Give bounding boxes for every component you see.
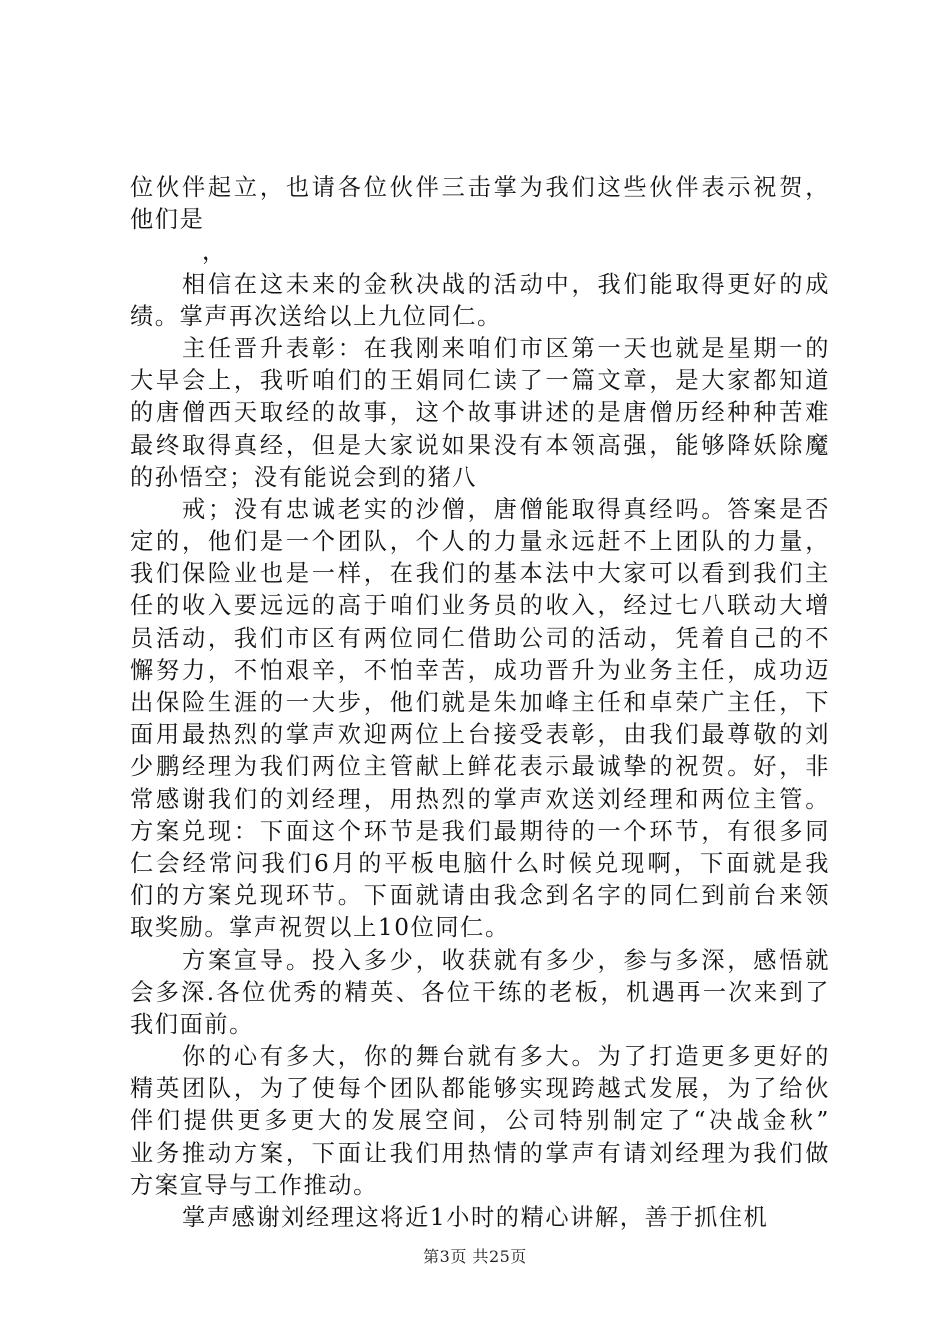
text-line: 方案宣导与工作推动。 <box>130 1171 378 1199</box>
text-line: 的孙悟空；没有能说会到的猪八 <box>130 463 478 491</box>
text-line: 定的，他们是一个团队，个人的力量永远赶不上团队的力量， <box>130 528 830 556</box>
text-line: 懈努力，不怕艰辛，不怕幸苦，成功晋升为业务主任，成功迈 <box>130 656 830 684</box>
text-line: 取奖励。掌声祝贺以上10位同仁。 <box>130 914 510 942</box>
text-line: 员活动，我们市区有两位同仁借助公司的活动，凭着自己的不 <box>130 624 830 652</box>
text-line: 会多深.各位优秀的精英、各位干练的老板，机遇再一次来到了 <box>130 978 830 1006</box>
text-line: 相信在这未来的金秋决战的活动中，我们能取得更好的成 <box>182 270 830 298</box>
page-footer: 第3页 共25页 <box>423 1247 527 1266</box>
text-line: 方案兑现：下面这个环节是我们最期待的一个环节，有很多同 <box>130 817 830 845</box>
text-line: 精英团队，为了使每个团队都能够实现跨越式发展，为了给伙 <box>130 1075 830 1103</box>
text-line: 任的收入要远远的高于咱们业务员的收入，经过七八联动大增 <box>130 592 830 620</box>
text-line: 方案宣导。投入多少，收获就有多少，参与多深，感悟就 <box>182 946 830 974</box>
text-line: 面用最热烈的掌声欢迎两位上台接受表彰，由我们最尊敬的刘 <box>130 721 830 749</box>
text-line: 仁会经常问我们6月的平板电脑什么时候兑现啊，下面就是我 <box>130 849 830 877</box>
text-line: 位伙伴起立，也请各位伙伴三击掌为我们这些伙伴表示祝贺， <box>130 174 830 201</box>
text-line: 们的方案兑现环节。下面就请由我念到名字的同仁到前台来领 <box>130 882 830 910</box>
text-line: 他们是 <box>130 206 205 234</box>
text-line: 最终取得真经，但是大家说如果没有本领高强，能够降妖除魔 <box>130 431 830 459</box>
text-line: 出保险生涯的一大步，他们就是朱加峰主任和卓荣广主任，下 <box>130 689 830 716</box>
text-line: 掌声感谢刘经理这将近1小时的精心讲解，善于抓住机 <box>182 1204 769 1231</box>
text-line: 我们面前。 <box>130 1010 254 1038</box>
text-line: 少鹏经理为我们两位主管献上鲜花表示最诚挚的祝贺。好，非 <box>130 753 830 781</box>
text-line: ， <box>202 238 227 266</box>
document-body <box>130 172 830 1234</box>
text-line: 绩。掌声再次送给以上九位同仁。 <box>130 302 502 330</box>
text-line: 业务推动方案，下面让我们用热情的掌声有请刘经理为我们做 <box>130 1139 830 1167</box>
text-line: 戒；没有忠诚老实的沙僧，唐僧能取得真经吗。答案是否 <box>182 495 830 523</box>
text-line: 大早会上，我听咱们的王娟同仁读了一篇文章，是大家都知道 <box>130 367 830 395</box>
text-line: 常感谢我们的刘经理，用热烈的掌声欢送刘经理和两位主管。 <box>130 785 830 813</box>
text-line: 你的心有多大，你的舞台就有多大。为了打造更多更好的 <box>182 1043 830 1071</box>
text-line: 伴们提供更多更大的发展空间，公司特别制定了“决战金秋” <box>130 1107 830 1135</box>
text-line: 的唐僧西天取经的故事，这个故事讲述的是唐僧历经种种苦难 <box>130 399 830 427</box>
text-line: 主任晋升表彰：在我刚来咱们市区第一天也就是星期一的 <box>182 334 830 362</box>
text-line: 我们保险业也是一样，在我们的基本法中大家可以看到我们主 <box>130 560 830 588</box>
